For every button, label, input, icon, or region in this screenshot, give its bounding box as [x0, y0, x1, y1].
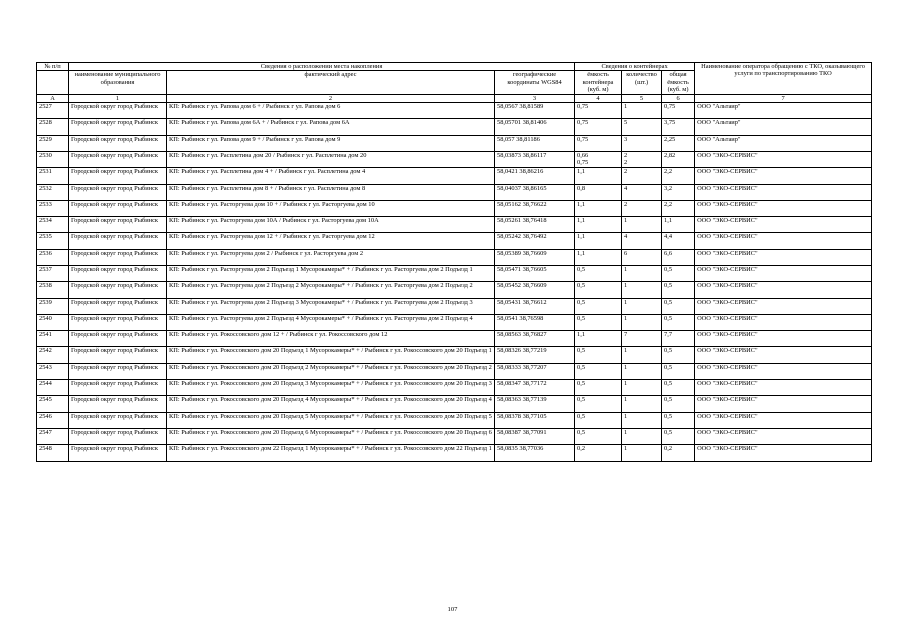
header-count: количество (шт.)	[622, 71, 662, 94]
index-cell: 4	[575, 94, 622, 102]
total-cell: 4,4	[662, 233, 695, 249]
index-cell: 1	[69, 94, 167, 102]
row-number: 2532	[37, 184, 69, 200]
capacity-cell: 1,1	[575, 249, 622, 265]
table-row	[37, 266, 872, 282]
capacity-cell: 0,5	[575, 282, 622, 298]
coords-cell: 58,03873 38,86117	[495, 151, 575, 167]
address-cell: КП: Рыбинск г ул. Рокоссовского дом 22 Подъезд 1 Мусорокамеры* + / Рыбинск г ул. Рокоссовского дом 22 Подъезд 1	[167, 445, 495, 461]
count-cell: 1	[622, 282, 662, 298]
count-cell: 1	[622, 380, 662, 396]
header-num: № п/п	[37, 63, 69, 71]
header-location-group: Сведения о расположении места накопления	[69, 63, 575, 71]
row-number: 2528	[37, 119, 69, 135]
table-row	[37, 363, 872, 379]
operator-cell: ООО "ЭКО-СЕРВИС"	[695, 266, 872, 282]
coords-cell: 58,08347 38,77172	[495, 380, 575, 396]
address-cell: КП: Рыбинск г ул. Расторгуева дом 12 + / Рыбинск г ул. Расторгуева дом 12	[167, 233, 495, 249]
address-cell: КП: Рыбинск г ул. Рокоссовского дом 20 Подъезд 3 Мусорокамеры* + / Рыбинск г ул. Рокоссовского дом 20 Подъезд 3	[167, 380, 495, 396]
municipality-cell: Городской округ город Рыбинск	[69, 168, 167, 184]
address-cell: КП: Рыбинск г ул. Расторгуева дом 2 / Рыбинск г ул. Расторгуева дом 2	[167, 249, 495, 265]
page-number: 107	[447, 606, 458, 613]
total-cell: 3,75	[662, 119, 695, 135]
count-cell: 1	[622, 396, 662, 412]
table-row	[37, 396, 872, 412]
capacity-cell: 1,1	[575, 168, 622, 184]
total-cell: 2,82	[662, 151, 695, 167]
total-cell: 0,75	[662, 103, 695, 119]
table-row	[37, 151, 872, 167]
count-cell: 4	[622, 233, 662, 249]
row-number: 2530	[37, 151, 69, 167]
total-cell: 2,2	[662, 200, 695, 216]
capacity-cell: 1,1	[575, 200, 622, 216]
header-address: фактический адрес	[167, 71, 495, 94]
header-coords: географические координаты WGS84	[495, 71, 575, 94]
coords-cell: 58,05431 38,76612	[495, 298, 575, 314]
index-cell: 6	[662, 94, 695, 102]
coords-cell: 58,04037 38,86165	[495, 184, 575, 200]
capacity-cell: 0,75	[575, 119, 622, 135]
row-number: 2547	[37, 428, 69, 444]
table-row	[37, 103, 872, 119]
address-cell: КП: Рыбинск г ул. Расторгуева дом 2 Подъезд 3 Мусорокамеры* + / Рыбинск г ул. Расторгуева дом 2 Подъезд 3	[167, 298, 495, 314]
total-cell: 0,5	[662, 428, 695, 444]
coords-cell: 58,057 38,81186	[495, 135, 575, 151]
address-cell: КП: Рыбинск г ул. Рапова дом 9 + / Рыбинск г ул. Рапова дом 9	[167, 135, 495, 151]
count-cell: 1	[622, 412, 662, 428]
municipality-cell: Городской округ город Рыбинск	[69, 331, 167, 347]
total-cell: 3,2	[662, 184, 695, 200]
total-cell: 2,2	[662, 168, 695, 184]
count-cell: 1	[622, 347, 662, 363]
index-cell: А	[37, 94, 69, 102]
table-row	[37, 331, 872, 347]
table-row	[37, 298, 872, 314]
count-cell: 7	[622, 331, 662, 347]
capacity-cell: 1,1	[575, 217, 622, 233]
address-cell: КП: Рыбинск г ул. Рокоссовского дом 12 + / Рыбинск г ул. Рокоссовского дом 12	[167, 331, 495, 347]
capacity-cell: 0,75	[575, 103, 622, 119]
municipality-cell: Городской округ город Рыбинск	[69, 445, 167, 461]
table-row	[37, 168, 872, 184]
total-cell: 0,5	[662, 298, 695, 314]
row-number: 2548	[37, 445, 69, 461]
coords-cell: 58,08378 38,77105	[495, 412, 575, 428]
municipality-cell: Городской округ город Рыбинск	[69, 428, 167, 444]
municipality-cell: Городской округ город Рыбинск	[69, 347, 167, 363]
operator-cell: ООО "ЭКО-СЕРВИС"	[695, 200, 872, 216]
total-cell: 0,2	[662, 445, 695, 461]
operator-cell: ООО "ЭКО-СЕРВИС"	[695, 151, 872, 167]
address-cell: КП: Рыбинск г ул. Рокоссовского дом 20 Подъезд 4 Мусорокамеры* + / Рыбинск г ул. Рокоссовского дом 20 Подъезд 4	[167, 396, 495, 412]
municipality-cell: Городской округ город Рыбинск	[69, 200, 167, 216]
coords-cell: 58,0567 38,81589	[495, 103, 575, 119]
capacity-cell: 0,5	[575, 363, 622, 379]
table-row	[37, 233, 872, 249]
total-cell: 1,1	[662, 217, 695, 233]
address-cell: КП: Рыбинск г ул. Расторгуева дом 2 Подъезд 1 Мусорокамеры* + / Рыбинск г ул. Расторгуева дом 2 Подъезд 1	[167, 266, 495, 282]
address-cell: КП: Рыбинск г ул. Рокоссовского дом 20 Подъезд 1 Мусорокамеры* + / Рыбинск г ул. Рокоссовского дом 20 Подъезд 1	[167, 347, 495, 363]
row-number: 2527	[37, 103, 69, 119]
table-row	[37, 184, 872, 200]
coords-cell: 58,05389 38,76609	[495, 249, 575, 265]
table-row	[37, 445, 872, 461]
table-row	[37, 347, 872, 363]
table-row	[37, 119, 872, 135]
operator-cell: ООО "ЭКО-СЕРВИС"	[695, 282, 872, 298]
row-number: 2536	[37, 249, 69, 265]
table-row	[37, 135, 872, 151]
total-cell: 0,5	[662, 380, 695, 396]
municipality-cell: Городской округ город Рыбинск	[69, 298, 167, 314]
table-row	[37, 282, 872, 298]
header-operator: Наименование оператора обращению с ТКО, оказывающего услуги по транспортированию ТКО	[695, 63, 872, 95]
count-cell: 2	[622, 200, 662, 216]
address-cell: КП: Рыбинск г ул. Рокоссовского дом 20 Подъезд 6 Мусорокамеры* + / Рыбинск г ул. Рокоссовского дом 20 Подъезд 6	[167, 428, 495, 444]
municipality-cell: Городской округ город Рыбинск	[69, 249, 167, 265]
header-containers-group: Сведения о контейнерах	[575, 63, 695, 71]
header-capacity: ёмкость контейнера (куб. м)	[575, 71, 622, 94]
coords-cell: 58,08563 38,76827	[495, 331, 575, 347]
municipality-cell: Городской округ город Рыбинск	[69, 135, 167, 151]
capacity-cell: 1,1	[575, 233, 622, 249]
waste-sites-table	[36, 62, 872, 462]
operator-cell: ООО "Альтаир"	[695, 135, 872, 151]
municipality-cell: Городской округ город Рыбинск	[69, 151, 167, 167]
row-number: 2534	[37, 217, 69, 233]
count-cell: 1	[622, 445, 662, 461]
header-row-1	[37, 63, 872, 71]
address-cell: КП: Рыбинск г ул. Расторгуева дом 10 + / Рыбинск г ул. Расторгуева дом 10	[167, 200, 495, 216]
row-number: 2542	[37, 347, 69, 363]
row-number: 2535	[37, 233, 69, 249]
coords-cell: 58,05452 38,76609	[495, 282, 575, 298]
count-cell: 2 2	[622, 151, 662, 167]
table-row	[37, 200, 872, 216]
municipality-cell: Городской округ город Рыбинск	[69, 412, 167, 428]
capacity-cell: 1,1	[575, 331, 622, 347]
header-total: общая ёмкость (куб. м)	[662, 71, 695, 94]
count-cell: 1	[622, 298, 662, 314]
coords-cell: 58,08387 38,77091	[495, 428, 575, 444]
row-number: 2540	[37, 314, 69, 330]
coords-cell: 58,05261 38,76418	[495, 217, 575, 233]
index-cell: 7	[695, 94, 872, 102]
operator-cell: ООО "ЭКО-СЕРВИС"	[695, 445, 872, 461]
municipality-cell: Городской округ город Рыбинск	[69, 282, 167, 298]
total-cell: 0,5	[662, 266, 695, 282]
capacity-cell: 0,5	[575, 380, 622, 396]
municipality-cell: Городской округ город Рыбинск	[69, 314, 167, 330]
operator-cell: ООО "ЭКО-СЕРВИС"	[695, 347, 872, 363]
coords-cell: 58,05471 38,76605	[495, 266, 575, 282]
address-cell: КП: Рыбинск г ул. Рокоссовского дом 20 Подъезд 2 Мусорокамеры* + / Рыбинск г ул. Рокоссовского дом 20 Подъезд 2	[167, 363, 495, 379]
operator-cell: ООО "ЭКО-СЕРВИС"	[695, 428, 872, 444]
coords-cell: 58,08326 38,77219	[495, 347, 575, 363]
count-cell: 5	[622, 119, 662, 135]
count-cell: 6	[622, 249, 662, 265]
address-cell: КП: Рыбинск г ул. Рокоссовского дом 20 Подъезд 5 Мусорокамеры* + / Рыбинск г ул. Рокоссовского дом 20 Подъезд 5	[167, 412, 495, 428]
address-cell: КП: Рыбинск г ул. Рапова дом 6А + / Рыбинск г ул. Рапова дом 6А	[167, 119, 495, 135]
capacity-cell: 0,66 0,75	[575, 151, 622, 167]
coords-cell: 58,08333 38,77207	[495, 363, 575, 379]
count-cell: 1	[622, 103, 662, 119]
count-cell: 1	[622, 266, 662, 282]
municipality-cell: Городской округ город Рыбинск	[69, 217, 167, 233]
capacity-cell: 0,75	[575, 135, 622, 151]
header-municipality: наименование муниципального образования	[69, 71, 167, 94]
operator-cell: ООО "ЭКО-СЕРВИС"	[695, 249, 872, 265]
row-number: 2533	[37, 200, 69, 216]
operator-cell: ООО "ЭКО-СЕРВИС"	[695, 363, 872, 379]
capacity-cell: 0,2	[575, 445, 622, 461]
total-cell: 0,5	[662, 347, 695, 363]
count-cell: 3	[622, 135, 662, 151]
count-cell: 1	[622, 363, 662, 379]
operator-cell: ООО "ЭКО-СЕРВИС"	[695, 396, 872, 412]
address-cell: КП: Рыбинск г ул. Расплетина дом 8 + / Рыбинск г ул. Расплетина дом 8	[167, 184, 495, 200]
municipality-cell: Городской округ город Рыбинск	[69, 184, 167, 200]
coords-cell: 58,0835 38,77036	[495, 445, 575, 461]
total-cell: 6,6	[662, 249, 695, 265]
count-cell: 2	[622, 168, 662, 184]
coords-cell: 58,05701 38,81406	[495, 119, 575, 135]
operator-cell: ООО "ЭКО-СЕРВИС"	[695, 380, 872, 396]
operator-cell: ООО "Альтаир"	[695, 119, 872, 135]
capacity-cell: 0,5	[575, 396, 622, 412]
row-number: 2543	[37, 363, 69, 379]
table-row	[37, 380, 872, 396]
coords-cell: 58,0541 38,76598	[495, 314, 575, 330]
row-number: 2539	[37, 298, 69, 314]
operator-cell: ООО "ЭКО-СЕРВИС"	[695, 412, 872, 428]
total-cell: 7,7	[662, 331, 695, 347]
total-cell: 0,5	[662, 282, 695, 298]
operator-cell: ООО "ЭКО-СЕРВИС"	[695, 217, 872, 233]
row-number: 2538	[37, 282, 69, 298]
capacity-cell: 0,5	[575, 298, 622, 314]
address-cell: КП: Рыбинск г ул. Расплетина дом 20 / Рыбинск г ул. Расплетина дом 20	[167, 151, 495, 167]
municipality-cell: Городской округ город Рыбинск	[69, 103, 167, 119]
municipality-cell: Городской округ город Рыбинск	[69, 396, 167, 412]
capacity-cell: 0,5	[575, 266, 622, 282]
header-num-blank	[37, 71, 69, 94]
operator-cell: ООО "ЭКО-СЕРВИС"	[695, 184, 872, 200]
municipality-cell: Городской округ город Рыбинск	[69, 119, 167, 135]
count-cell: 4	[622, 184, 662, 200]
count-cell: 1	[622, 428, 662, 444]
operator-cell: ООО "Альтаир"	[695, 103, 872, 119]
row-number: 2541	[37, 331, 69, 347]
index-cell: 5	[622, 94, 662, 102]
operator-cell: ООО "ЭКО-СЕРВИС"	[695, 168, 872, 184]
capacity-cell: 0,5	[575, 314, 622, 330]
index-cell: 2	[167, 94, 495, 102]
operator-cell: ООО "ЭКО-СЕРВИС"	[695, 331, 872, 347]
count-cell: 1	[622, 314, 662, 330]
index-row	[37, 94, 872, 102]
address-cell: КП: Рыбинск г ул. Рапова дом 6 + / Рыбинск г ул. Рапова дом 6	[167, 103, 495, 119]
municipality-cell: Городской округ город Рыбинск	[69, 380, 167, 396]
municipality-cell: Городской округ город Рыбинск	[69, 233, 167, 249]
row-number: 2537	[37, 266, 69, 282]
coords-cell: 58,05162 38,76622	[495, 200, 575, 216]
capacity-cell: 0,5	[575, 347, 622, 363]
operator-cell: ООО "ЭКО-СЕРВИС"	[695, 314, 872, 330]
total-cell: 0,5	[662, 363, 695, 379]
total-cell: 0,5	[662, 412, 695, 428]
table-row	[37, 314, 872, 330]
capacity-cell: 0,5	[575, 412, 622, 428]
row-number: 2529	[37, 135, 69, 151]
row-number: 2545	[37, 396, 69, 412]
total-cell: 2,25	[662, 135, 695, 151]
index-cell: 3	[495, 94, 575, 102]
table-row	[37, 217, 872, 233]
table-row	[37, 412, 872, 428]
operator-cell: ООО "ЭКО-СЕРВИС"	[695, 233, 872, 249]
total-cell: 0,5	[662, 396, 695, 412]
row-number: 2531	[37, 168, 69, 184]
coords-cell: 58,0421 38,86216	[495, 168, 575, 184]
count-cell: 1	[622, 217, 662, 233]
address-cell: КП: Рыбинск г ул. Расплетина дом 4 + / Рыбинск г ул. Расплетина дом 4	[167, 168, 495, 184]
row-number: 2544	[37, 380, 69, 396]
municipality-cell: Городской округ город Рыбинск	[69, 363, 167, 379]
total-cell: 0,5	[662, 314, 695, 330]
address-cell: КП: Рыбинск г ул. Расторгуева дом 10А / Рыбинск г ул. Расторгуева дом 10А	[167, 217, 495, 233]
municipality-cell: Городской округ город Рыбинск	[69, 266, 167, 282]
coords-cell: 58,08363 38,77139	[495, 396, 575, 412]
address-cell: КП: Рыбинск г ул. Расторгуева дом 2 Подъезд 2 Мусорокамеры* + / Рыбинск г ул. Расторгуева дом 2 Подъезд 2	[167, 282, 495, 298]
coords-cell: 58,05242 38,76492	[495, 233, 575, 249]
table-row	[37, 428, 872, 444]
table-body	[37, 103, 872, 462]
capacity-cell: 0,8	[575, 184, 622, 200]
operator-cell: ООО "ЭКО-СЕРВИС"	[695, 298, 872, 314]
capacity-cell: 0,5	[575, 428, 622, 444]
table-row	[37, 249, 872, 265]
row-number: 2546	[37, 412, 69, 428]
address-cell: КП: Рыбинск г ул. Расторгуева дом 2 Подъезд 4 Мусорокамеры* + / Рыбинск г ул. Расторгуева дом 2 Подъезд 4	[167, 314, 495, 330]
